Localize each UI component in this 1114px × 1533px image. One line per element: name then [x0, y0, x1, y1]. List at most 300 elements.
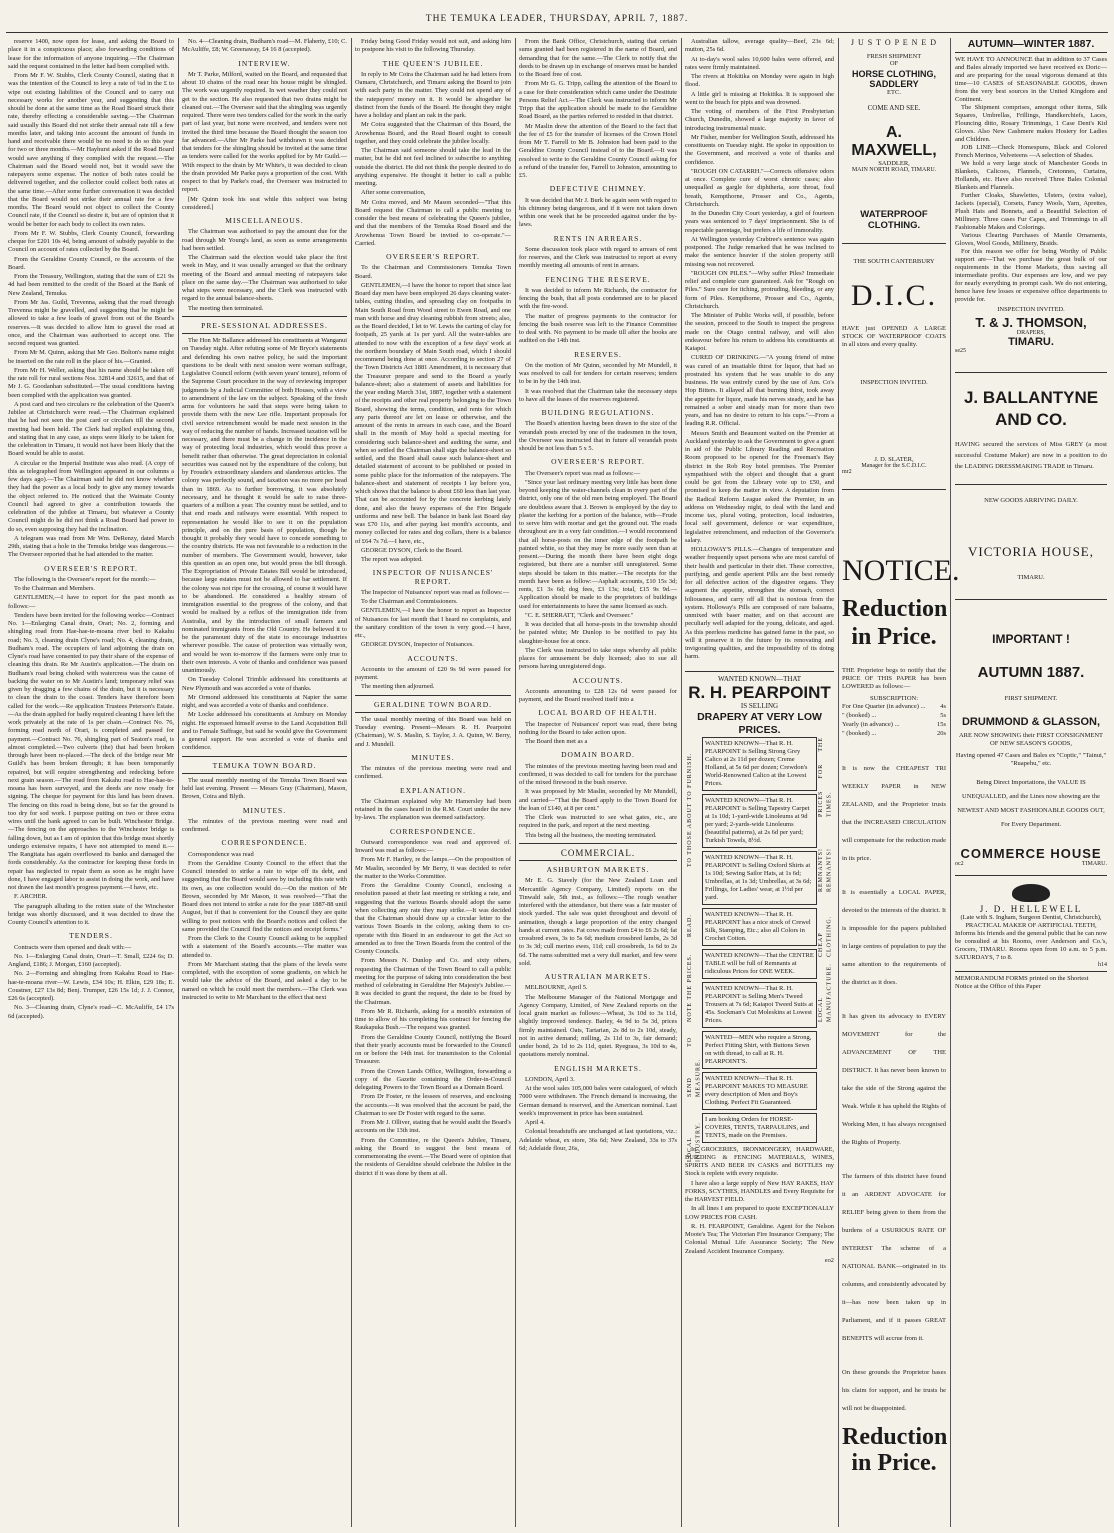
paragraph: A circular re the Imperial Institute was also read. (A copy of this as telegraphed from Wellington appeared in our columns a few days ago).—The Chairman said he did not know whether they had the power as a local body to give any money towards the object referred to. He noticed that the Waimate County Council had agreed to give a contribution towards the celebration of the jubilee at Timaru, but whatever a County Council might do he did not think a Road Board had power to do so, even supposing they had the inclination. [8, 459, 174, 533]
rate-row [842, 711, 946, 720]
advert-item: WANTED KNOWN—That R. H. PEARPOINT is Selling Tapestry Carpet at 1s 10d; 1-yard-wide Linoleums at 9d per yard; 2-yards-wide Linoleums (beautiful patterns), at 2s 6d per yard; Turkish Towels, 8½d. [702, 794, 817, 848]
paragraph: The Melbourne Manager of the National Mortgage and Agency Company, Limited, of New Zealand reports on the local grain market as follows:—Wheat, 3s 10d to 3s 11d, slightly improved tendency. Barley, 4s 9d to 5s 3d, prices firmly maintained. Oats, Tartarian, 2s 8d to 2s 10d, steady, not in active demand; milling, 2s 11d to 3s, fair demand; under bond, 2s 1d to 2s 11d, quiet. Ryegrass, 3s 10d to 4s, quotations merely nominal. [519, 993, 677, 1059]
paragraph: Messrs Smith and Beaumont waited on the Premier at Auckland yesterday to ask the Government to give a grant in aid of the Public Library Reading and Recreation Room proposed to be opened for the Freeman's Bay district in the Rob Roy hotel premises. The Premier sympathised with the object and thought that a grant could be got from the Library vote up to £50, and promised to keep the matter in view. A deputation from the Radical Reform League asked the Premier, in an address on Wednesday night, to deal with the land and income tax, plural voting, protection, local industries, local self government, defence or war expenditure, legislative retrenchment, and reduction of the Governor's salary. [685, 429, 834, 544]
advert-item: WANTED KNOWN—That R. H. PEARPOINT is Selling Men's Tweed Trousers at 7s 6d; Kaiapoi Tweed Suits at 45s. Sockman's Cut Moleskins at Lowest Prices. [702, 982, 817, 1028]
advert-subtitle: COME AND SEE. [867, 104, 921, 112]
advert-item: WANTED—MEN who require a Strong, Perfect Fitting Shirt, with Buttons Sewn on with thread, to call at R. H. PEARPOINT'S. [702, 1031, 817, 1069]
advert-subtitle: ETC. [887, 89, 901, 96]
section-heading: OVERSEER'S REPORT. [386, 252, 480, 261]
section-heading: THE QUEEN'S JUBILEE. [382, 58, 484, 68]
paragraph: GENTLEMEN,—I have the honor to report that since last Board day men have been employed 26 days cleaning water-tables, cutting thistles, and spreading clay on footpaths in Main South Road from Wood street to Ewen Road, and one man with horse and dray cleaning rubbish from streets; also, as the Board decided, I let to W. Lewis the carting of clay for footpath, 25 yards at 1s per yard. All the water-tables are attended to now with the exception of a few days' work at the northern boundary of Main South road, which I should recommend being done at once. According to section 27 of the Town Districts Act 1881 Amendment, it is necessary that the Treasurer prepare and send to the Board a yearly balance-sheet; also a statement of assets and liabilities for the year ending March 31st, 1887, together with a statement of the receipts and other real property belonging to the Town Board, showing the terms, condition, and rents for which any parts thereof are let on lease or otherwise, and the amount of the rents in arrears in each case, and the Board shall in the month of May hold a special meeting for considering such balance-sheet and auditing the same, and when so settled the Chairman shall sign the balance-sheet so settled, and the Board shall cause such balance-sheet and detailed statement of account to be published or posted in some public place for the information of the ratepayers. The balance-sheet and statement of receipts I lay before you, which shows that the balance is about £60 less than last year. That can be accounted for by the concrete kerbing lately done, and also the heavy expenses of the Fire Brigade uniforms and new bell. The balance in bank last Board day was £70 11s, and after paying last month's accounts, and money collected for rates and dog collars, there is a balance of £64 7s 7d.—I have, etc., [355, 281, 511, 545]
paragraph: The Minister of Public Works will, if possible, before the session, proceed to the South to inspect the progress made on the Otago central railway, and will also endeavour before his return to address his constituents at Kaiapoi. [685, 312, 834, 352]
article-body [355, 839, 511, 1178]
paragraph: From Dr Foster, re the lessees of reserves, and enclosing the accounts.—It was resolved that the account be paid, the Chairman to see Dr Foster with regard to the same. [355, 1093, 511, 1117]
paragraph: Mr Fisher, member for Wellington South, addressed his constituents on Tuesday night. He spoke in opposition to the Government, and received a vote of thanks and confidence. [685, 133, 834, 166]
paragraph: GEORGE DYSON, Inspector of Nuisances. [361, 641, 474, 649]
paragraph: To the Chairman and Members. [14, 585, 96, 592]
paragraph: Mr T. Parke, Milford, waited on the Board, and requested that about 10 chains of the road near his house might be shingled. The work was urgently required. In wet weather they could not get to the section. He also requested that two drains might be cleaned out.—The Overseer said that the shingling was urgently required. There were two tenders called for the work in the early part of last year, but none were received, and tenders were not invited the third time because the Board thought the season too far advanced.—After Mr Parke had withdrawn it was decided that tenders for the shingling should be invited at the same time as tenders were called for the works applied for by Mr Guild.—With respect to the drain by Mr White's, it was decided to clean the drain provided Mr Parke pays a proportion of the cost. With respect to that by Parke's road, the Overseer was instructed to report. [182, 70, 347, 194]
article-body [519, 287, 677, 346]
advert-kicker: J U S T O P E N E D [850, 38, 938, 47]
article-body [519, 362, 677, 404]
column-5 [685, 38, 834, 1528]
paragraph: LONDON, April 3. [525, 1075, 575, 1083]
paragraph: On Tuesday Colonel Trimble addressed his constituents at New Plymouth and was accorded a vote of thanks. [182, 676, 347, 692]
paragraph: From the Clerk to the County Council asking to be supplied with a statement of the Board's accounts.—The matter was attended to. [182, 935, 347, 959]
paragraph: From the Bank Office, Christchurch, stating that certain sums granted had been registered in the name of Board, and demanding that for the same.—The Clerk to notify that the deeds to be drawn up in exchange of reserves must be handed to the Board free of cost. [519, 38, 677, 78]
article-body [519, 688, 677, 705]
advert-name: J. D. HELLEWELL [979, 904, 1083, 914]
paragraph: The paragraph alluding to the rotten state of the Winchester bridge was shortly discussed, and it was decided to draw the County Council's attention to it. [8, 902, 174, 926]
column-divider [515, 38, 516, 1527]
paragraph: HOLLOWAY'S PILLS.—Changes of temperature and weather frequently upset persons who are most careful of their health and particular in their diet. These corrective, purifying, and gentle aperient Pills are the best remedy for all defective action of the digestive organs. They augment the appetite, strengthen the stomach, correct biliousness, and carry off all that is noxious from the system. Holloway's Pills are composed of rare balsams, unmixed with baser matter, and on that account are peculiarly well adapted for the young, delicate, and aged. As this peerless medicine has gained fame in the past, so will it preserve it in the future by its renovating and invigorating qualities, and the impossibility of its doing harm. [685, 546, 834, 661]
column-1 [8, 38, 174, 1528]
notice-paragraph: It has given its advocacy to EVERY MOVEMENT for the ADVANCEMENT OF THE DISTRICT. It has never been known to take the side of the Strong against the Weak. While it has upheld the Rights of Working Men, it has always recognised the Rights of Property. [842, 1013, 946, 1146]
advert-body: MEMORANDUM FORMS printed on the Shortest Notice at the Office of this Paper [955, 975, 1089, 990]
article-body [355, 264, 511, 564]
advert-body: We hold a very large stock of Manchester Goods in Blankets, Calicoes, Flannels, Cretonnes, Curtains, Hollands, etc. Have also received Three Bales Colonial Blankets and Flannels. [955, 160, 1107, 191]
paragraph: R. H. FEARPOINT, Geraldine. Agent for the Nelson Moote's Tea; The Victorian Fire Insurance Company; The Colonial Mutual Life Assurance Society; The New Zealand Accident Insurance Company. [685, 1222, 834, 1255]
column-divider [178, 38, 179, 1527]
article-body [519, 246, 677, 271]
article-body [519, 984, 677, 1059]
rate-row [842, 702, 946, 711]
paragraph: Accounts amounting to £28 12s 6d were passed for payment, and the Board resolved itself into a [519, 687, 677, 703]
advert-headline: DRAPERY AT VERY LOW PRICES. [697, 710, 822, 736]
side-label: LOCAL INDUSTRY. [687, 1121, 702, 1162]
subscription-heading: SUBSCRIPTION: [869, 695, 919, 702]
paragraph: From Mr F. W. Stubbs, Clerk County Council, forwarding cheque for £201 10s 4d, being amount of subsidy payable to the Council on account of rates collected by the Board. [8, 229, 174, 254]
masthead-rule [6, 32, 1108, 33]
paragraph: It was resolved that the Chairman take the necessary steps to have all the leases of the reserves registered. [519, 387, 677, 403]
article-body [8, 38, 174, 560]
advert-subtitle: FIRST SHIPMENT. [1004, 695, 1058, 702]
section-heading: DOMAIN BOARD. [561, 750, 635, 760]
rate-label: For One Quarter (in advance) ... [842, 703, 926, 710]
advert-body: The Shipment comprises, amongst other items, Silk Squares, Umbrellas, Frillings, Handkerchiefs, Laces, Flouncing ditto, Rosary Trimmings, 1 Case Dent's Kid Gloves. Also New Cashmere makes Hosiery for Ladies and Children. [955, 104, 1107, 143]
section-heading: ACCOUNTS. [407, 653, 459, 663]
rate-label: " (booked) ... [842, 712, 877, 719]
side-label: TO THOSE ABOUT TO FURNISH. [687, 752, 693, 867]
paragraph: The Clerk was instructed to see what gates, etc., are required in the park, and report at the next meeting. [519, 814, 677, 830]
advert-town: TIMARU. [1081, 861, 1107, 867]
section-heading: BUILDING REGULATIONS. [541, 408, 655, 417]
paragraph: From Mr Jas. Guild, Trevenna, asking that the road through Trevenna might be gravelled, and suggesting that he might be allowed to take a few loads of gravel from out of the Board's reserves.—It was decided to allow him to gravel the road at once, and the Chairman was authorised to accept one. The second request was granted. [8, 298, 174, 347]
advert-name: R. H. PEARPOINT [688, 683, 831, 703]
notice-title: NOTICE. [842, 554, 960, 587]
advert-code: h14 [1098, 962, 1107, 968]
column-divider [838, 38, 839, 1527]
paragraph: Australian tallow, average quality—Beef, 23s 6d; mutton, 25s 6d. [685, 38, 834, 54]
section-heading: FENCING THE RESERVE. [545, 274, 651, 284]
advert-subtitle: NEW GOODS ARRIVING DAILY. [984, 497, 1078, 504]
article-body [355, 716, 511, 749]
rule [955, 875, 1107, 876]
advert-body: WE HAVE TO ANNOUNCE that in addition to 37 Cases and Bales already imported we have received ex Doric—and are preparing for the usual vigorous demand at this time—10 CASES of SEASONABLE GOODS, drawn from the very best sources in the United Kingdom and Continent. [955, 56, 1107, 103]
advert-kicker: THE SOUTH CANTERBURY [853, 258, 935, 265]
section-heading: MISCELLANEOUS. [225, 216, 304, 225]
article-body [355, 798, 511, 823]
section-heading: AUSTRALIAN MARKETS. [544, 972, 652, 981]
notice-headline: Reduction in Price. [842, 1424, 948, 1476]
paragraph: April 4. [525, 1119, 545, 1126]
rule [955, 599, 1107, 600]
paragraph: It was decided that Mr J. Burk be again seen with regard to his chimney being dangerous, and if it were not taken down within one week that he be proceeded against under the by-laws. [519, 196, 677, 229]
notice-headline: Reduction in Price. [842, 596, 948, 650]
article-body [182, 71, 347, 212]
rule [955, 372, 1107, 373]
section-heading: OVERSEER'S REPORT. [551, 457, 645, 467]
paragraph: After some conversation, [361, 189, 426, 197]
paragraph: The meeting then terminated. [188, 304, 264, 312]
paragraph: It was decided that all horse-posts in the township should be painted white; Mr Dunlop to be notified to pay his slaughter-house fee at once. [519, 621, 677, 645]
paragraph: The following is the Overseer's report for the month:— [14, 575, 156, 583]
side-label: READ. [687, 913, 693, 937]
rule [842, 243, 946, 244]
article-body [355, 765, 511, 782]
article-body [182, 228, 347, 313]
advert-subtitle: PRACTICAL MAKER OF ARTIFICIAL TEETH, [965, 922, 1097, 929]
paragraph: GEORGE DYSON, Clerk to the Board. [361, 546, 463, 554]
advert-headline: WATERPROOF CLOTHING. [860, 209, 928, 231]
rule [519, 860, 677, 861]
advert-body: Being Direct Importations, the VALUE IS UNEQUALLED, and the Lines now showing are the NEWEST AND MOST FASHIONABLE GOODS OUT, For Every Department. [957, 779, 1105, 828]
dic-logo: D.I.C. [850, 279, 938, 312]
paragraph: From the Geraldine County Council, notifying the Board that their yearly accounts must be forwarded to the Council on or before the 14th inst. for transmission to the Colonial Treasurer. [355, 1033, 511, 1066]
side-label: SEND TO MEASURE. [687, 1036, 702, 1097]
advert-town: TIMARU. [1008, 336, 1054, 348]
section-heading: ACCOUNTS. [572, 675, 624, 685]
paragraph: The report was adopted. [361, 556, 423, 563]
paragraph: It was proposed by Mr Maslin, seconded by Mr Mundell, and carried—"That the Board apply to the Town Board for the loan of £140, at 8 per cent." [519, 788, 677, 812]
paragraph: To the Chairman and Commissioners. [361, 598, 458, 605]
paragraph: In the Dunedin City Court yesterday, a girl of fourteen years was sentenced to 7 days' imprisonment. She is of respectable parentage, but prefers a life of immorality. [685, 210, 834, 234]
paragraph: No. 4—Cleaning drain, Budham's road—M. Flaherty, £10; C. McAuliffe, £8; W. Greenaway, £4 16 8 (accepted). [182, 38, 347, 54]
article-body [519, 1076, 677, 1153]
section-heading: EXPLANATION. [400, 785, 466, 795]
paragraph: Some discussion took place with regard to arrears of rent for reserves, and the Clerk was instructed to report at every monthly meeting all amounts of rent in arrears. [519, 245, 677, 270]
paragraph: The Chairman was authorised to pay the amount due for the road through Mr Young's land, as soon as some arrangements had been settled. [182, 228, 347, 252]
advert-body: HAVE just OPENED A LARGE STOCK OF WATERPROOF COATS in all sizes and every quality. [842, 325, 946, 348]
paragraph: The Chairman explained why Mr Hamersley had been retained in the cases heard in the R.M. Court under the new by-laws. The explanation was deemed satisfactory. [355, 797, 511, 822]
paragraph: Mr E. G. Stavely (for the New Zealand Loan and Mercantile Agency Company, Limited) reports on the Tinwald sale, 5th inst., as follows:—The rough weather interfered with the attendance, but there was a fair muster of stock yarded. The sale was quiet throughout and devoid of animation, though a large proportion of the entry changed hands at current rates. Fat cows made from £4 to £6 2s 6d; fat crossbred ewes, 3s to 5s 6d; medium crossbred lambs, 2s 3d to 3s 3d; cull merino ewes, 11d; cull crossbreds, 1s 6d to 2s 6d. The rams submitted met a very dull market, and few were sold. [519, 877, 677, 967]
column-2 [182, 38, 347, 1528]
paragraph: At to-day's wool sales 10,600 bales were offered, and rates were firmly maintained. [685, 55, 834, 71]
article-body [182, 777, 347, 802]
rate-price: 20s [936, 730, 946, 737]
article-body [355, 666, 511, 692]
paragraph: Tenders have been invited for the following works:—Contract No. 1—Enlarging Canal drain, Orari; No. 2, forming and shingling road from Hae-hae-te-moana river bed to Kakahu road; No. 3, cleaning drain Clyne's road; No. 4, cleaning drain, Budham's road. The occupiers of land adjoining the drain on Clyne's road have consented to pay their share of the expense of cleaning this drain. Re Mr Austin's application.—The drain on Budham's road being choked with watercress was the cause of backing the water on to Mr Austin's land; temporary relief was given by dragging a few chains of the drain, but it is necessary to clean the drain to the coast. Tenders have therefore been called for the work.—Re application Trustees Peterson's Estate.—As the drain applied for badly required cleaning I have left the work privately at the rate of 1s per chain.—Contract No. 76, forming road north of Orari, is completed and passed for payment.—Contract No. 76, shingling part of Seaton's road, is almost completed.—Two culverts (the) that had been broken through have been re-placed.—The deck of the bridge near Mr Guild's has been broken through; it has been temporarily repaired, but will require strengthening and redecking before next grain season.—The road from Kakahu road to Hae-hae-te-moana has been surveyed, and the deeds are now ready for signing. The cheque for payment for this land has been drawn. The fencing on this road is being done, but so far the ground is too dry for sod work. I purpose putting on two or three extra wires until the bank agreed to can be built. Winchester Bridge.—The fencing on the approaches to the Winchester bridge is falling down, but as I am of opinion that this bridge must shortly undergo extensive repairs, I have not attempted to mend it.—The Rangitata has again overflowed its banks and damaged the fords considerably. As the contractor for keeping these fords in repair has neglected to repair them as soon as he might have done, I have engaged labor to assist in doing the work, and have not drawn the last month's progress payment.—I have, etc. [8, 611, 174, 891]
article-body [519, 197, 677, 230]
paragraph: Accounts to the amount of £20 9s 9d were passed for payment. [355, 665, 511, 681]
advert-item: WANTED KNOWN—That R. H. PEARPOINT MAKES TO MEASURE every description of Men and Boy's Clothing. Perfect Fit Guaranteed. [702, 1072, 817, 1110]
paragraph: From Mr J. Olliver, stating that he would audit the Board's accounts on the 13th inst. [355, 1119, 511, 1135]
paragraph: The Overseer's report was read as follows:— [525, 469, 641, 477]
paragraph: This being all the business, the meeting terminated. [525, 831, 657, 839]
paragraph: No. 2—Forming and shingling from Kakahu Road to Hae-hae-te-moana river—W. Lewis, £34 10s; H. Elkin, £29 18s; E. Coustner, £27 13s 8d; Benj. Trumper, £26 15s 1d; J. J. Connor, £26 6s (accepted). [8, 970, 174, 1002]
paragraph: From the Geraldine County Council, enclosing a resolution passed at their last meeting re striking a rate, and suggesting that the various Boards should adopt the same when collecting any rate they may strike.—It was decided that the Chairman should draw up a circular letter to the various Town Boards in the colony, asking them to co-operate with this Board in an endeavour to get the Act so amended as to free the Town Boards from the control of the County Councils. [355, 882, 511, 955]
article-body [355, 71, 511, 248]
notice-paragraph: It is now the CHEAPEST TRI WEEKLY PAPER in NEW ZEALAND, and the Proprietor trusts that the INCREASED CIRCULATION will compensate for the reduction made in its price. [842, 765, 946, 862]
paragraph: To the Chairman and Commissioners Temuka Town Board. [355, 264, 511, 280]
advert-code: se25 [955, 348, 966, 354]
article-body [519, 877, 677, 968]
advert-item: WANTED KNOWN—That R. H. PEARPOINT is Selling Oxford Shirts at 1s 10d; Sewing Sailor Hats, at 1s 6d; Umbrellas, at 1s 3d; Umbrellas, at 3s 6d; Frillings, for Ladies' wear, at 1½d per yard. [702, 851, 817, 905]
article-title: COMMERCIAL. [560, 847, 636, 858]
column-3 [355, 38, 511, 1528]
advert-item: WANTED KNOWN—That R. H. PEARPOINT is Selling Strong Grey Calico at 2s 11d per dozen; Creme Holland, at 5s 6d per dozen; Crewdon's World-Renowned Calico at the Lowest Prices. [702, 737, 817, 791]
paragraph: From Mr M. Quinn, asking that Mr Geo. Bolton's name might be inserted on the rate roll in the place of his.—Granted. [8, 349, 174, 365]
paragraph: The Inspector of Nuisances' report was read, there being nothing for the Board to take action upon. [519, 720, 677, 736]
paragraph: It was decided to inform Mr Richards, the contractor for fencing the bush, that all posts condemned are to be placed with the fire-wood. [519, 286, 677, 311]
paragraph: reserve 1400, now open for lease, and asking the Board to place it in a conspicuous place; also forwarding conditions of lease for the information of anyone inquiring.—The Chairman said the request contained in the letter had been complied with. [8, 38, 174, 70]
paragraph: From Mr G. G. Tripp, calling the attention of the Board to a case for their consideration which came under the Destitute Persons Relief Act.—The Clerk was instructed to inform Mr Tripp that the application should be made to the Geraldine Road Board, as the parties referred to resided in that district. [519, 80, 677, 121]
paragraph: GENTLEMEN,—I have the honor to report as Inspector of Nuisances for last month that I heard no complaints, and the sanitary condition of the town is very good.—I have, etc., [355, 607, 511, 639]
rule [182, 773, 347, 774]
column-divider [351, 38, 352, 1527]
article-body [519, 763, 677, 840]
tooth-emblem-icon [1012, 884, 1050, 902]
advert-subtitle: IS SELLING [740, 702, 779, 711]
side-label: CHEAP CLOTHING. [817, 915, 832, 957]
rule [182, 333, 347, 334]
section-heading: TENDERS. [69, 931, 113, 941]
paragraph: From Mr Marchant stating that the plans of the levels were completed, with the exception of some gradients, on which he would take the advice of the Board, and asked a day to be named on which he could meet the members.—The Clerk was instructed to write to Mr Marchant to the effect that next [182, 960, 347, 1001]
advert-footer-row [955, 861, 1107, 867]
paragraph: From the Committee, re the Queen's Jubilee, Timaru, asking the Board to suggest the best means of commemorating the event.—The Board were of opinion that the residents of Geraldine should celebrate the Jubilee in the district if it was done by them at all. [355, 1136, 511, 1177]
paragraph: In GROCERIES, IRONMONGERY, HARDWARE, BUILDING & FENCING MATERIALS, WINES, SPIRITS AND BEER IN CASKS and BOTTLES my Stock is replete with every requisite. [685, 1145, 834, 1178]
advert-body: Further Cloaks, Shawlettes, Ulsters, (extra value), Jackets (special), Corsets, Fancy Wools, Yarn, Aprettes, Plush Hats and Bonnets, and a Beautiful Selection of Millinery. Three cases Fur Capes, and Trimmings in all Fashionable Makes and Colorings. [955, 192, 1107, 231]
section-heading: ASHBURTON MARKETS. [546, 865, 650, 874]
section-heading: INTERVIEW. [238, 58, 291, 68]
article-body [182, 851, 347, 1003]
notice-body: THE Proprietor begs to notify that the PRICE OF THIS PAPER has been LOWERED as follows:— [842, 667, 946, 690]
article-body [685, 38, 834, 668]
paragraph: From Mr R. Richards, asking for a month's extension of time to allow of his completing his contract for fencing the Raukapuka Bush.—The request was granted. [355, 1007, 511, 1032]
advert-body: Informs his friends and the general public that he can now be consulted at his Rooms, over Anderson and Co.'s, Grocers, TIMARU. Rooms open from 10 a.m. to 5 p.m. SATURDAYS, 7 to 8. [955, 930, 1107, 961]
paragraph: On the motion of Mr Quinn, seconded by Mr Mundell, it was resolved to call for tenders for certain reserves; tenders to be in by the 14th inst. [519, 361, 677, 386]
article-body [519, 721, 677, 747]
article-title: PRE-SESSIONAL ADDRESSES. [201, 320, 328, 330]
paragraph: GENTLEMEN,—I have to report for the past month as follows:— [8, 594, 174, 610]
paragraph: No. 3—Cleaning drain, Clyne's road—C. McAuliffe, £4 17s 6d (accepted). [8, 1004, 174, 1020]
paragraph: No. 1—Enlarging Canal drain, Orari—T. Small, £224 6s; D. Angland, £186; J. Morgan, £160 (accepted). [8, 952, 174, 968]
advert-code: mr2 [842, 469, 852, 475]
article-body [519, 470, 677, 672]
advert-headline: AUTUMN 1887. [977, 664, 1085, 681]
advert-headline: HORSE CLOTHING, SADDLERY [851, 69, 936, 89]
article-body [355, 38, 511, 55]
paragraph: A post card and two circulars re the celebration of the Queen's Jubilee at Christchurch were read.—The Chairman explained that he had not seen the post card or circulars till the second meeting had been held. The Clerk had replied explaining this, and stating that in any case, as steps were likely to be taken for the celebration in Timaru, it would not have been likely that the Board would be able to assist. [8, 400, 174, 458]
paragraph: From the Crown Lands Office, Wellington, forwarding a copy of the Gazette containing the Order-in-Council delegating Powers to the Town Board as a Domain Board. [355, 1067, 511, 1091]
paragraph: MELBOURNE, April 5. [525, 984, 588, 992]
advert-headline: AUTUMN—WINTER 1887. [955, 38, 1107, 53]
rule [519, 843, 677, 844]
paragraph: F. ARCHER. [14, 893, 48, 901]
paragraph: Mr Ormond addressed his constituents at Napier the same night, and was accorded a vote of thanks and confidence. [182, 693, 347, 709]
advert-code: eo2 [824, 1256, 834, 1264]
advert-item: WANTED KNOWN—That R. H. PEARPOINT has a nice stock of Crewel Silk, Stamping, Etc.; also all Colors in Crochet Cotton. [702, 908, 817, 946]
section-heading: LOCAL BOARD OF HEALTH. [538, 708, 658, 718]
side-label: PRICES FOR THE TIMES. [817, 736, 832, 817]
rule [182, 316, 347, 317]
section-heading: OVERSEER'S REPORT. [44, 563, 138, 573]
advert-item: WANTED KNOWN—That the CENTRE TABLE will be full of Remnants at ridiculous Prices for ONE WEEK. [702, 949, 817, 979]
advert-signer: J. D. SLATER, [874, 456, 914, 463]
paragraph: [Mr Quinn took his seat while this subject was being considered.] [182, 195, 347, 211]
article-body [182, 38, 347, 55]
article-body [182, 818, 347, 835]
advert-subtitle: FRESH SHIPMENT [866, 53, 922, 60]
section-heading: INSPECTOR OF NUISANCES' REPORT. [372, 568, 494, 586]
rate-price: 5s [940, 712, 946, 719]
paragraph: From the Geraldine County Council, re the accounts of the Board. [8, 255, 174, 271]
rule [355, 695, 511, 696]
advert-subtitle: INSPECTION INVITED. [997, 306, 1065, 313]
paragraph: The Board's attention having been drawn to the size of the verandah posts erected by one of the tradesmen in the town, the Overseer was instructed that in future all verandah posts should be not less than 5 x 5. [519, 420, 677, 452]
advert-subtitle: SADDLER, [878, 160, 910, 167]
paragraph: "ROUGH ON CATARRH."—Corrects offensive odors at once. Complete cure of worst chronic cases; also unequalled as gargle for diphtheria, sore throat, foul breath, Kempthorne, Prosser and Co., Agents, Christchurch. [685, 167, 834, 208]
paragraph: The Board then met as a [525, 738, 588, 745]
rule [955, 484, 1107, 485]
pearpoint-advert [685, 675, 834, 737]
section-heading: RENTS IN ARREARS. [553, 233, 643, 243]
paragraph: Outward correspondence was read and approved of. Inward was read as follows:— [355, 838, 511, 854]
advert-subtitle: DRAPERS, [1016, 330, 1046, 336]
advert-kicker: WANTED KNOWN—THAT [717, 675, 801, 683]
paragraph: CURED OF DRINKING.—"A young friend of mine was cured of an insatiable thirst for liquor, that had so prostrated his system that he was unable to do any business. He was entirely cured by the use of Am. Co's Hop Bitters. It allayed all that burning thirst, took away the appetite for liquor, made his nerves steady, and he has remained a sober and steady man for more than two years, and has no desire to return to his cups."—From a leading R.R. Official. [685, 354, 834, 428]
paragraph: The Hon Mr Ballance addressed his constituents at Wanganui on Tuesday night. After refuting some of Mr Bryce's statements and defending his own native policy, he said the important questions to be dealt with next session were woman suffrage, Legislative Council reform (with seven years' tenure), reform of the Supreme Court procedure in the way of reviewing improper judgments by a Judicial Committee of both Houses, with a view to amendment of the law on the subject. Speaking of the fresh arms for volunteers he said that steps were being taken to provide them with the new Lee rifle. Important proposals for civil service retrenchment would be made next session in the way of reducing the number of hands. Increased taxation will be necessary, and there must be a change in the incidence in the way of protecting local industries, which would thus prove a benefit rather than otherwise. The great depreciation in colonial securities was caused not by the expenditure of the colony, but by Froude's extraordinary slanders and slanderous articles. The colony was perfectly sound, and taxation was no more per head than in 1869. As to further borrowing, it was absolutely necessary, and he thought it would be safe to raise three-quarters of a million a year. The country must be settled, and to that end roads and railways were essential. With respect to representation he would like to see it on the population principle, and on the pure basis of population, though he thought it probably they would have to concede something to the country districts. He was not favourable to a reduction in the number of members. The Government would, however, take this question as an open one, but would press the bill through. The Expropriation of Private Estates Bill would be introduced, because large estates must not be allowed to bar settlement. If the colony was not ripe for the crossing, of course it would have to be abandoned. He considered a healthy stream of immigration essential to the progress of the colony, and that would be realised by a reflux of the immigration tide from Australia, and by the introduction of small farmers and nominated immigrants from the Old Country. He believed it to be the paramount duty of the state to encourage industries wherever possible. The cause of protection was virtually won, and would be won to-morrow if the farmers were only true to their own interests. A vote of thanks and confidence was passed unanimously. [182, 337, 347, 674]
section-heading: CORRESPONDENCE. [389, 826, 477, 836]
advert-name: J. BALLANTYNE AND CO. [963, 388, 1099, 429]
paragraph: The minutes of the previous meeting having been read and confirmed, it was decided to call for tenders for the purchase of the mixed firewood in the bush reserve. [519, 762, 677, 786]
advert-subtitle: INSPECTION INVITED. [860, 379, 928, 386]
advert-body: HAVING secured the services of Miss GREY (a most successful Costume Maker) are now in a position to do the LEADING DRESSMAKING TRADE in Timaru. [955, 441, 1107, 470]
paragraph: Mr Coira moved, and Mr Mason seconded—"That this Board request the Chairman to call a public meeting to consider the best means of celebrating the Queen's jubilee, and that the members of the Temuka Road Board and the Arowhenua Town Board be invited to co-operate."—Carried. [355, 198, 511, 247]
paragraph: "Since your last ordinary meeting very little has been done beyond keeping the water-channels clean in every part of the district, only one of the old men being employed. The Board are doubtless aware that J. Brown is employed by the day to plaster the kerbing for a portion of the balance, with—Frude to serve him with mortar and get the ground out. The roads throughout are in a very fair condition.—I would recommend that all horse-posts on the inner edge of the footpath be painted white, so that they may be more easily seen than at present.—During the month there have been eight dogs registered, but there are a number still unregistered. Some steps should be taken in this matter.—The receipts for the month have been as follow:—Asphalt accounts, £10 15s 3d; rents, £1 3s 6d; dog fees, £3 13s; total, £15 9s 9d.—Application should be made to the proprietors of buildings used for entertainments to have the same licensed as such. [519, 478, 677, 610]
article-body [519, 38, 677, 180]
paragraph: The Chairman said someone should take the lead in the matter, but he did not feel inclined to subscribe to anything outside the district. He did not think the people desired to do anything expensive. He thought it better to call a public meeting. [355, 147, 511, 187]
paragraph: From Mr F. W. Stubbs, Clerk County Council, stating that it was the intention of the Council to levy a rate of ¼d in the £ to wipe out existing liabilities of the Council and to carry out necessary works for another year, and suggesting that this should be done at the same time as the Road Board struck their rate, thereby effecting a considerable saving.—The Chairman said usually this Board did not strike their annual rate till a few months later, and taking into account the amount of funds in hand and receivable there would be no need to do so this year for two or three months.—Mr Hayhurst asked if the Road Board would save anything if they complied with the request.—The Chairman said the Board would not, but it would save the ratepayers some expense. The notice of both rates could be delivered together, and the collector could collect both rates at the same time.—After some further conversation it was decided that the Board would not strike their annual rate for a few months. The Board would not object to collect the County Council rate, if the Council so desire it, but are of opinion that it would be better for each body to collect its own rates. [8, 72, 174, 228]
paragraph: The rivers at Hokitika on Monday were again in high flood. [685, 73, 834, 89]
advert-item-list [702, 737, 817, 1143]
rate-label: " (booked) ... [842, 730, 877, 737]
page-masthead: THE TEMUKA LEADER, THURSDAY, APRIL 7, 1887. [425, 14, 689, 24]
paragraph: Mr Maslin drew the attention of the Board to the fact that the fee of £5 for the transfer of licenses of the Crown Hotel from Mr T. Farrell to Mr B. Johnston had been paid to the Geraldine County Council instead of to the Board.—It was resolved to write to the Geraldine County Council asking for a refund of the transfer fee, Farrell to Johnston, amounting to £5. [519, 122, 677, 179]
paragraph: At Wellington yesterday Crabtree's sentence was again postponed. The Judge remarked that he was inclined to make the sentence heavier if the stolen property still missing was not recovered. [685, 235, 834, 268]
paragraph: "C. E. SHERRATT, "Clerk and Overseer." [525, 611, 634, 619]
rule [685, 671, 834, 672]
article-body [8, 944, 174, 1021]
paragraph: Contracts were then opened and dealt with:— [14, 943, 132, 951]
rule [955, 971, 1107, 972]
rule [182, 756, 347, 757]
section-heading: MINUTES. [411, 752, 455, 762]
column-divider [950, 38, 951, 1527]
notice-paragraph: It is essentially a LOCAL PAPER, devoted to the interests of the district. It is impossible for the papers published in large centres of population to pay the same attention to the requirements of the district as it does. [842, 889, 946, 986]
paragraph: A little girl is missing at Hokitika. It is supposed she went to the beach for pipis and was drowned. [685, 90, 834, 106]
advert-body: For this reason we offer for being Worthy of Public support are—That we purchase the great bulk of our requirements in the Home Markets, thus saving all intermediate profits. Our expenses are low, and we pay for nearly everything in prompt cash. We do not entering, hence have few losses or expensive office departments to provide for. [955, 248, 1107, 303]
advert-body: ARE NOW SHOWING their FIRST CONSIGNMENT OF NEW SEASON'S GOODS, [958, 732, 1104, 747]
side-label: NOTE THE PRICES. [687, 953, 693, 1022]
advert-body: Having opened 47 Cases and Bales ex "Coptic," "Tainui," "Ruapehu," etc. [955, 752, 1107, 767]
column-4 [519, 38, 677, 1528]
paragraph: From the Treasury, Wellington, stating that the sum of £21 9s 4d had been remitted to the credit of the Board at the Bank of New Zealand, Temuka. [8, 273, 174, 297]
paragraph: Correspondence was read [188, 850, 254, 858]
advert-name: A. MAXWELL, [851, 124, 937, 159]
paragraph: The meeting then adjourned. [361, 683, 435, 691]
subscription-rates [842, 702, 946, 738]
paragraph: The minutes of the previous meeting were read and confirmed. [182, 817, 347, 833]
article-body [355, 589, 511, 650]
section-heading: DEFECTIVE CHIMNEY. [549, 184, 647, 194]
paragraph: From Messrs N. Dunlop and Co. and sixty others, requesting the Chairman of the Town Board to call a public meeting for the purpose of taking into consideration the best method of celebrating in Geraldine Her Majesty's Jubilee.—It was decided to grant the request, the date to be fixed by the Chairman. [355, 957, 511, 1006]
paragraph: From the Geraldine County Council to the effect that the Council intended to strike a rate to wipe off its debt, and suggesting that the Board would save by including this rate with its own, as one collection would do.—On the motion of Mr Brown, seconded by Mr Mason, it was resolved—"That the Board does not intend to strike a rate for the year 1887-88 until August, but if that is convenient for the Council they are quite willing to post notices with the Board's notices and collect the same provided the Council find the notices and receipt forms." [182, 859, 347, 933]
advert-code: oc2 [955, 861, 964, 867]
advert-name: T. & J. THOMSON, [975, 315, 1087, 330]
advert-address: MAIN NORTH ROAD, TIMARU. [851, 167, 937, 173]
rate-label: Yearly (in advance) ... [842, 721, 900, 728]
thomson-advert [955, 38, 1107, 991]
article-body [519, 420, 677, 453]
paragraph: In reply to Mr Coira the Chairman said he had letters from Oamaru, Christchurch, and Timaru asking the Board to join with each party in the matter. They could not spend any of the ratepayers' money on it. It would be altogether be distinct from the funds of the Board. He thought they might have a holiday and plant an oak in the park. [355, 70, 511, 119]
column-divider [681, 38, 682, 1527]
advert-town: TIMARU. [1017, 574, 1045, 581]
paragraph: Colonial breadstuffs are unchanged at last quotations, viz.: Adelaide wheat, ex store, 36s 6d; New Zealand, 33s to 37s 6d; Adelaide flour, 26s, [519, 1128, 677, 1152]
section-heading: ENGLISH MARKETS. [554, 1063, 642, 1073]
paragraph: The usual monthly meeting of this Board was held on Tuesday evening. Present—Messrs R. H. Pearpoint (Chairman), W. S. Maslin, S. Taylor, J. A. Quinn, W. Berry, and J. Mundell. [355, 715, 511, 748]
paragraph: The Chairman said the election would take place the first week in May, and it was usually arranged so that the ordinary meeting of the Board and annual meeting of ratepayers take place on the same day.—The Chairman was authorised to take what steps were necessary, and the Clerk was instructed with regard to the annual balance-sheets. [182, 254, 347, 303]
advert-name: COMMERCE HOUSE [960, 846, 1102, 861]
rate-row [842, 729, 946, 738]
section-heading: RESERVES. [574, 349, 622, 359]
notice-paragraph: The farmers of this district have found it an ARDENT ADVOCATE for RELIEF being given to them from the burdens of a USURIOUS RATE OF INTEREST The scheme of a NATIONAL BANK—originated in its columns, and consistently advocated by it—has now been taken up in Parliament, and if it passes GREAT BENEFITS will accrue from it. [842, 1173, 946, 1342]
maxwell-advert [842, 38, 946, 493]
paragraph: The Clerk was instructed to take steps whereby all public places for amusement be duly licensed; also to sue all persons having unregistered dogs. [519, 646, 677, 671]
advert-name: DRUMMOND & GLASSON, [961, 716, 1101, 728]
advert-body: Various Clearing Purchases of Mantle Ornaments, Gloves, Wool Goods, Millinery, Braids. [955, 232, 1107, 247]
paragraph: The usual monthly meeting of the Temuka Town Board was held last evening. Present — Messrs Gray (Chairman), Mason, Brown, Coira and Blyth. [182, 776, 347, 801]
paragraph: The minutes of the previous meeting were read and confirmed. [355, 765, 511, 781]
paragraph: From Mr H. Weller, asking that his name should be taken off the rate roll for rural sections Nos. 32814 and 32615, and that of Mr J. G. Goodanhan substituted.—The usual conditions having been complied with the application was granted. [8, 366, 174, 399]
paragraph: Friday being Good Friday would not suit, and asking him to postpone his visit to the following Thursday. [355, 38, 511, 54]
advert-subtitle: Manager for the S.C.D.I.C. [861, 463, 927, 469]
rate-row [842, 720, 946, 729]
rule [842, 489, 946, 490]
advert-subtitle: OF [889, 60, 899, 67]
advert-footer [685, 1146, 834, 1256]
paragraph: "ROUGH ON PILES."—Why suffer Piles? Immediate relief and complete cure guaranteed. Ask for "Rough on Piles." Sure cure for itching, protruding, bleeding, or any form of Piles. Kempthorne, Prosser and Co., Agents, Christchurch. [685, 269, 834, 310]
paragraph: Mr Locke addressed his constituents at Ambury on Monday night. He expressed himself averse to the Land Acquisition Bill and to Female Suffrage, but said he would give the Government a general support. He was accorded a vote of thanks and confidence. [182, 711, 347, 752]
advert-headline: IMPORTANT ! [992, 632, 1070, 646]
side-label: REMNANTS! REMNANTS! [817, 847, 832, 892]
paragraph: I have also a large supply of New HAY RAKES, HAY FORKS, SCYTHES, HANDLES and Every Requisite for the HARVEST FIELD. [685, 1179, 834, 1203]
rule [355, 712, 511, 713]
paragraph: The Inspector of Nuisances' report was read as follows:— [361, 588, 510, 596]
notice-paragraph: On these grounds the Proprietor bases his claim for support, and he trusts he will not be disappointed. [842, 1369, 946, 1412]
advert-item: I am booking Orders for HORSE-COVERS, TENTS, TARPAULINS, and TENTS, made on the Premises. [702, 1113, 817, 1143]
article-body [182, 337, 347, 753]
paragraph: From Mr F. Hartley, re the lamps.—On the proposition of Mr Maslin, seconded by Mr Berry, it was decided to refer the matter to the Works Committee. [355, 856, 511, 880]
section-heading: CORRESPONDENCE. [221, 838, 308, 848]
rate-price: 4s [940, 703, 946, 710]
article-body [8, 576, 174, 928]
paragraph: The matter of progress payments to the contractor for fencing the bush reserve was left to the Finance Committee to deal with. No payment to be made till after the books are audited on the 14th inst. [519, 312, 677, 345]
rate-price: 15s [936, 721, 946, 728]
article-title: TEMUKA TOWN BOARD. [212, 760, 317, 770]
paragraph: Mr Coira suggested that the Chairman of this Board, the Arowhenua Board, and the Road Board ought to consult together, and they could celebrate the jubilee locally. [355, 121, 511, 145]
paragraph: A telegram was read from Mr Wm. DeRenzy, dated March 29th, stating that a hole in the Temuka bridge was dangerous.—The Overseer reported that he had attended to the matter. [8, 534, 174, 559]
advert-name: VICTORIA HOUSE, [968, 544, 1094, 559]
